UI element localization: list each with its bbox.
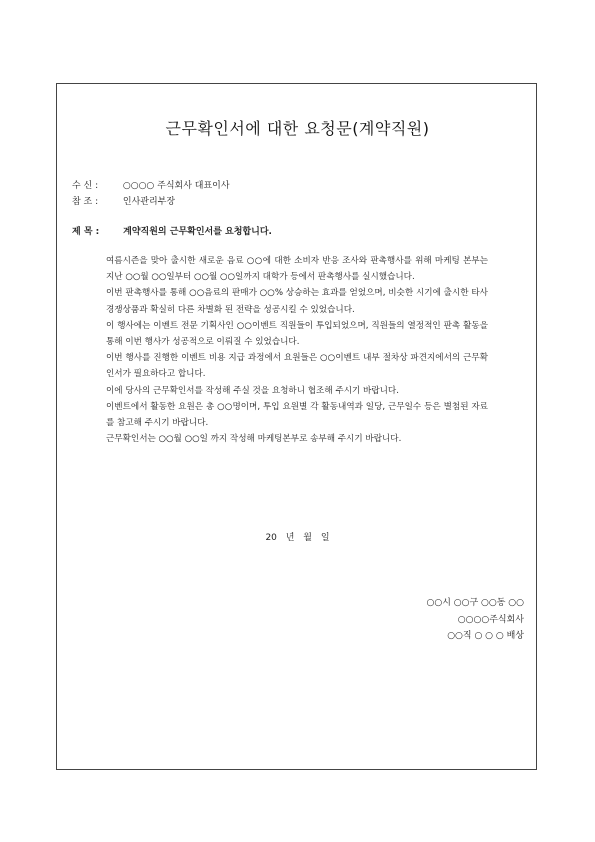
document-title: 근무확인서에 대한 요청문(계약직원) <box>165 119 430 138</box>
body-paragraph: 이에 당사의 근무확인서를 작성해 주실 것을 요청하니 협조해 주시기 바랍니다. <box>106 385 399 396</box>
sender-address: ○○시 ○○구 ○○동 ○○ <box>426 598 524 608</box>
body-paragraph: 이 행사에는 이벤트 전문 기획사인 ○○이벤트 직원들이 투입되었으며, 직원들의 열정적인 판촉 활동을 통해 이번 행사가 성공적으로 이뤄질 수 있었습니다. <box>106 320 488 348</box>
recipient-label: 수 신 : <box>72 181 99 191</box>
letter-body <box>106 253 488 447</box>
body-paragraph: 이번 판촉행사를 통해 ○○음료의 판매가 ○○% 상승하는 효과를 얻었으며, 비슷한 시기에 출시한 타사 경쟁상품과 확실히 다른 차별화 된 전략을 성공시킬 수 있었습니다. <box>106 288 488 315</box>
body-paragraph: 근무확인서는 ○○월 ○○일 까지 작성해 마케팅본부로 송부해 주시기 바랍니다. <box>106 434 402 445</box>
recipient-value: ○○○○ 주식회사 대표이사 <box>122 181 230 191</box>
sender-signature: ○○직 ○ ○ ○ 배상 <box>447 631 524 641</box>
body-paragraph: 이벤트에서 활동한 요원은 총 ○○명이며, 투입 요원별 각 활동내역과 일당, 근무일수 등은 별첨된 자료를 참고해 주시기 바랍니다. <box>106 401 488 429</box>
subject-value: 계약직원의 근무확인서를 요청합니다. <box>123 227 272 237</box>
reference-row <box>72 194 175 207</box>
body-paragraph: 이번 행사를 진행한 이벤트 비용 지급 과정에서 요원들은 ○○이벤트 내부 절차상 파견지에서의 근무확인서가 필요하다고 합니다. <box>106 353 488 380</box>
recipient-row <box>72 178 230 191</box>
reference-value: 인사관리부장 <box>122 197 176 207</box>
date-line: 20 년 월 일 <box>265 533 330 543</box>
body-paragraph: 여름시즌을 맞아 출시한 새로운 음료 ○○에 대한 소비자 반응 조사와 판촉행사를 위해 마케팅 본부는 지난 ○○월 ○○일부터 ○○월 ○○일까지 대학가 등에서 판촉행사를 실시했습니다. <box>106 256 488 283</box>
subject-row <box>72 224 272 237</box>
sender-company: ○○○○주식회사 <box>457 615 524 625</box>
reference-label: 참 조 : <box>72 197 99 207</box>
subject-label: 제 목 : <box>72 227 100 237</box>
